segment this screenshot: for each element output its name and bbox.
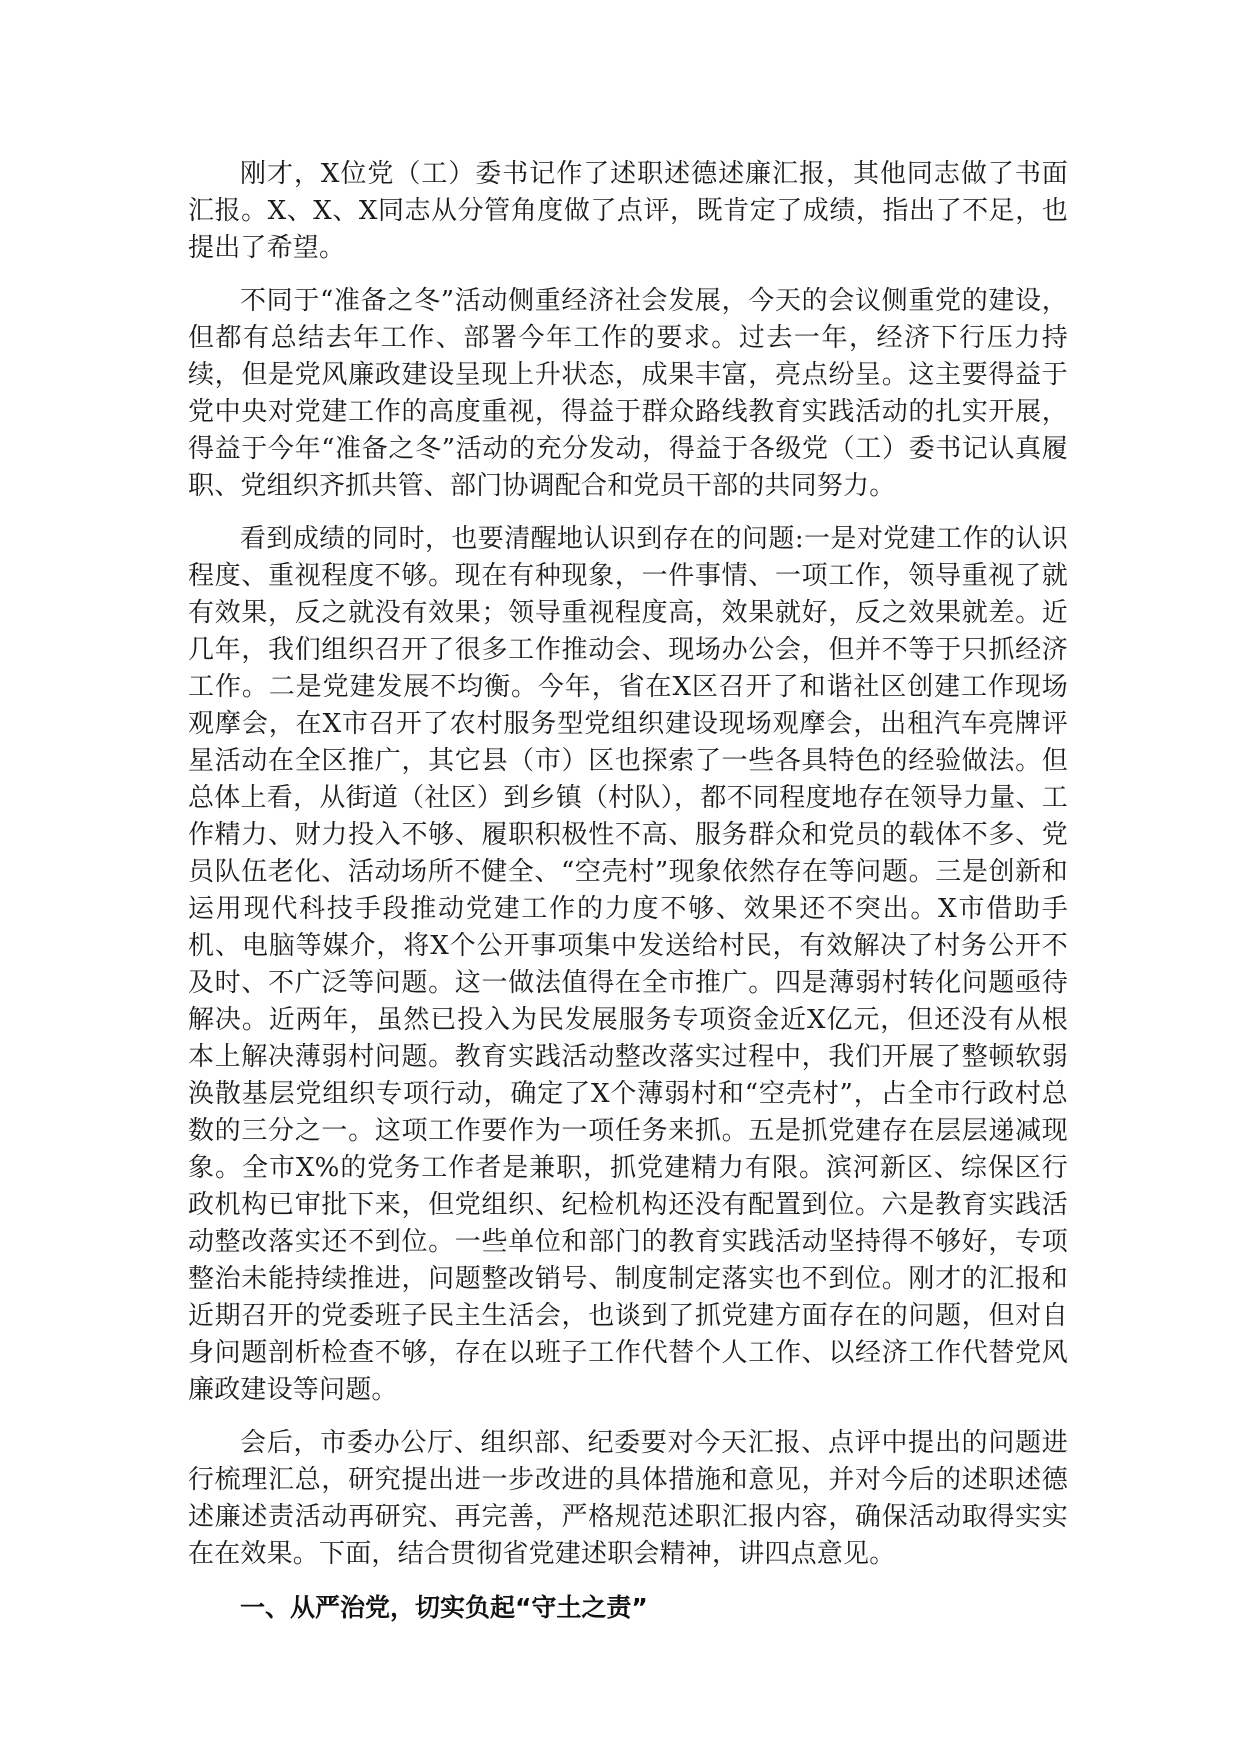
document-body <box>188 156 1068 1626</box>
paragraph-opening: 刚才，X位党（工）委书记作了述职述德述廉汇报，其他同志做了书面汇报。X、X、X同志从分管角度做了点评，既肯定了成绩，指出了不足，也提出了希望。 <box>188 159 1068 263</box>
paragraph-follow-up: 会后，市委办公厅、组织部、纪委要对今天汇报、点评中提出的问题进行梳理汇总，研究提出进一步改进的具体措施和意见，并对今后的述职述德述廉述责活动再研究、再完善，严格规范述职汇报内容，确保活动取得实实在在效果。下面，结合贯彻省党建述职会精神，讲四点意见。 <box>188 1428 1068 1569</box>
paragraph-achievements: 不同于“准备之冬”活动侧重经济社会发展，今天的会议侧重党的建设，但都有总结去年工作、部署今年工作的要求。过去一年，经济下行压力持续，但是党风廉政建设呈现上升状态，成果丰富，亮点纷呈。这主要得益于党中央对党建工作的高度重视，得益于群众路线教育实践活动的扎实开展，得益于今年“准备之冬”活动的充分发动，得益于各级党（工）委书记认真履职、党组织齐抓共管、部门协调配合和党员干部的共同努力。 <box>188 286 1068 501</box>
paragraph-problems: 看到成绩的同时，也要清醒地认识到存在的问题:一是对党建工作的认识程度、重视程度不够。现在有种现象，一件事情、一项工作，领导重视了就有效果，反之就没有效果；领导重视程度高，效果就好，反之效果就差。近几年，我们组织召开了很多工作推动会、现场办公会，但并不等于只抓经济工作。二是党建发展不均衡。今年，省在X区召开了和谐社区创建工作现场观摩会，在X市召开了农村服务型党组织建设现场观摩会，出租汽车亮牌评星活动在全区推广，其它县（市）区也探索了一些各具特色的经验做法。但总体上看，从街道（社区）到乡镇（村队），都不同程度地存在领导力量、工作精力、财力投入不够、履职积极性不高、服务群众和党员的载体不多、党员队伍老化、活动场所不健全、“空壳村”现象依然存在等问题。三是创新和运用现代科技手段推动党建工作的力度不够、效果还不突出。X市借助手机、电脑等媒介，将X个公开事项集中发送给村民，有效解决了村务公开不及时、不广泛等问题。这一做法值得在全市推广。四是薄弱村转化问题亟待解决。近两年，虽然已投入为民发展服务专项资金近X亿元，但还没有从根本上解决薄弱村问题。教育实践活动整改落实过程中，我们开展了整顿软弱涣散基层党组织专项行动，确定了X个薄弱村和“空壳村”，占全市行政村总数的三分之一。这项工作要作为一项任务来抓。五是抓党建存在层层递减现象。全市X%的党务工作者是兼职，抓党建精力有限。滨河新区、综保区行政机构已审批下来，但党组织、纪检机构还没有配置到位。六是教育实践活动整改落实还不到位。一些单位和部门的教育实践活动坚持得不够好，专项整治未能持续推进，问题整改销号、制度制定落实也不到位。刚才的汇报和近期召开的党委班子民主生活会，也谈到了抓党建方面存在的问题，但对自身问题剖析检查不够，存在以班子工作代替个人工作、以经济工作代替党风廉政建设等问题。 <box>188 524 1068 1405</box>
section-heading: 一、从严治党，切实负起“守土之责” <box>240 1593 648 1622</box>
